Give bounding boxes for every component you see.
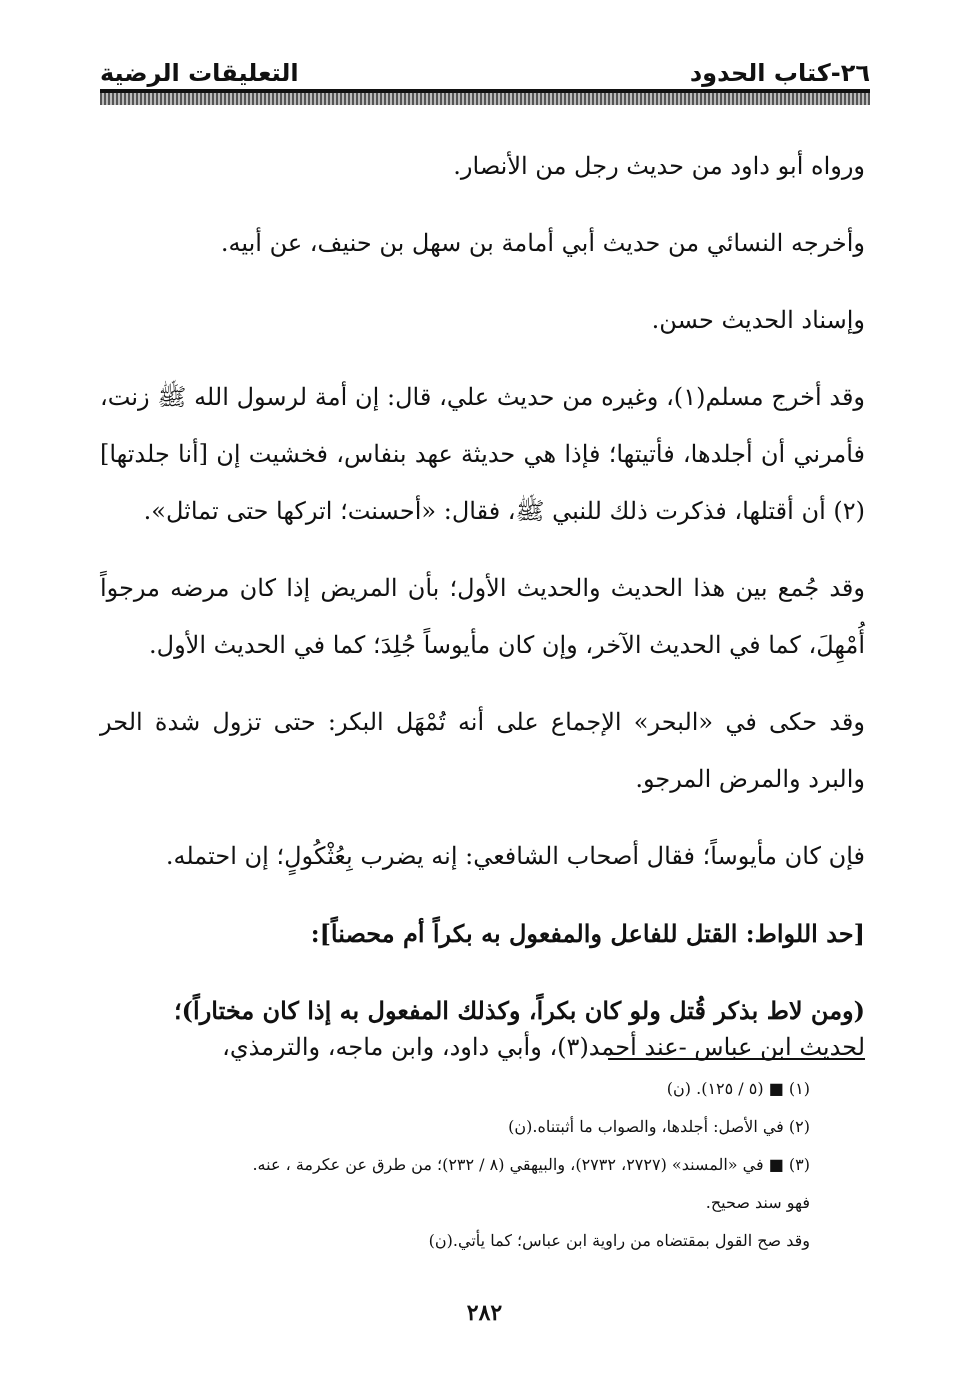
footnote: وقد صح القول بمقتضاه من راوية ابن عباس؛ كما يأتي.(ن) bbox=[428, 1231, 810, 1250]
footnote: (٢) في الأصل: أجلدها، والصواب ما أثبتناه.(ن) bbox=[508, 1117, 810, 1136]
book-title: التعليقات الرضية bbox=[100, 59, 299, 87]
paragraph: وقد جُمع بين هذا الحديث والحديث الأول؛ بأن المريض إذا كان مرضه مرجواً أُمْهِلَ، كما في الحديث الآخر، وإن كان مأيوساً جُلِدَ؛ كما في الحديث الأول. bbox=[100, 574, 865, 659]
header-rule bbox=[100, 89, 870, 105]
paragraph: وأخرجه النسائي من حديث أبي أمامة بن سهل بن حنيف، عن أبيه. bbox=[220, 229, 865, 257]
paragraph: لحديث ابن عباس -عند أحمد(٣)، وأبي داود، وابن ماجه، والترمذي، bbox=[222, 1033, 865, 1061]
paragraph: وإسناد الحديث حسن. bbox=[651, 306, 865, 334]
section-heading: [حد اللواط: القتل للفاعل والمفعول به بكراً أم محصناً]: bbox=[310, 919, 865, 948]
paragraph: ورواه أبو داود من حديث رجل من الأنصار. bbox=[453, 152, 865, 180]
paragraph: وقد أخرج مسلم(١)، وغيره من حديث علي، قال: إن أمة لرسول الله ﷺ زنت، فأمرني أن أجلدها، فأتيتها؛ فإذا هي حديثة عهد بنفاس، فخشيت إن [أنا جلدتها](٢) أن أقتلها، فذكرت ذلك للنبي ﷺ، فقال: «أحسنت؛ اتركها حتى تماثل». bbox=[100, 383, 866, 525]
chapter-title: ٢٦-كتاب الحدود bbox=[689, 59, 870, 87]
body-text bbox=[100, 138, 865, 1096]
matn-paragraph: (ومن لاط بذكر قُتل ولو كان بكراً، وكذلك المفعول به إذا كان مختاراً)؛ bbox=[174, 996, 865, 1025]
footnotes bbox=[100, 1070, 810, 1260]
page-number: ٢٨٢ bbox=[466, 1300, 503, 1326]
footnote-rule bbox=[608, 1058, 865, 1060]
footnote: (٣) ■ في «المسند» (٢٧٢٧، ٢٧٣٢)، والبيهقي (٨ / ٢٣٢)؛ من طرق عن عكرمة ، عنه. bbox=[252, 1155, 810, 1174]
running-header bbox=[100, 52, 870, 88]
paragraph: وقد حكى في «البحر» الإجماع على أنه تُمْهَل البكر: حتى تزول شدة الحر والبرد والمرض المرجو. bbox=[100, 708, 865, 793]
footnote: فهو سند صحيح. bbox=[705, 1193, 810, 1212]
paragraph: فإن كان مأيوساً؛ فقال أصحاب الشافعي: إنه يضرب بِعُثْكُولٍ؛ إن احتمله. bbox=[165, 842, 865, 870]
footnote: (١) ■ (٥ / ١٢٥). (ن) bbox=[666, 1079, 810, 1098]
